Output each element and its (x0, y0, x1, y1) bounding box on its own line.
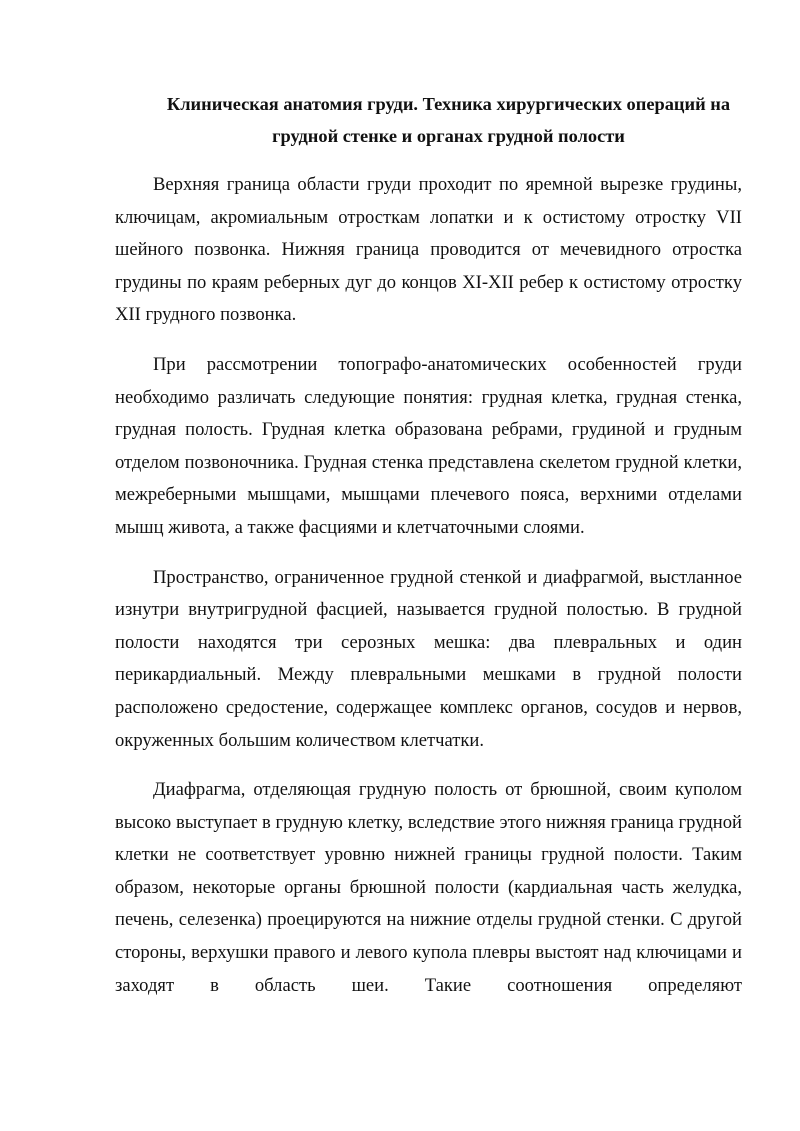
paragraph-2: При рассмотрении топографо-анатомических особенностей груди необходимо различать следующие понятия: грудная клетка, грудная стенка, грудная полость. Грудная клетка образована ребрами, грудиной и грудным отделом позвоночника. Грудная стенка представлена скелетом грудной клетки, межреберными мышцами, мышцами плечевого пояса, верхними отделами мышц живота, а также фасциями и клетчаточными слоями. (115, 353, 742, 538)
paragraph-3: Пространство, ограниченное грудной стенкой и диафрагмой, выстланное изнутри внутригрудной фасцией, называется грудной полостью. В грудной полости находятся три серозных мешка: два плевральных и один перикардиальный. Между плевральными мешками в грудной полости расположено средостение, содержащее комплекс органов, сосудов и нервов, окруженных большим количеством клетчатки. (115, 566, 742, 751)
paragraph-1: Верхняя граница области груди проходит по яремной вырезке грудины, ключицам, акромиальным отросткам лопатки и к остистому отростку VII шейного позвонка. Нижняя граница проводится от мечевидного отростка грудины по краям реберных дуг до концов XI-XII ребер к остистому отростку XII грудного позвонка. (115, 174, 742, 326)
document-title: Клиническая анатомия груди. Техника хирургических операций на грудной стенке и органах грудной полости (166, 94, 731, 146)
document-page (115, 88, 742, 1019)
paragraph-4: Диафрагма, отделяющая грудную полость от брюшной, своим куполом высоко выступает в грудную клетку, вследствие этого нижняя граница грудной клетки не соответствует уровню нижней границы грудной полости. Таким образом, некоторые органы брюшной полости (кардиальная часть желудка, печень, селезенка) проецируются на нижние отделы грудной стенки. С другой стороны, верхушки правого и левого купола плевры выстоят над ключицами и заходят в область шеи. Такие соотношения определяют (115, 779, 742, 996)
